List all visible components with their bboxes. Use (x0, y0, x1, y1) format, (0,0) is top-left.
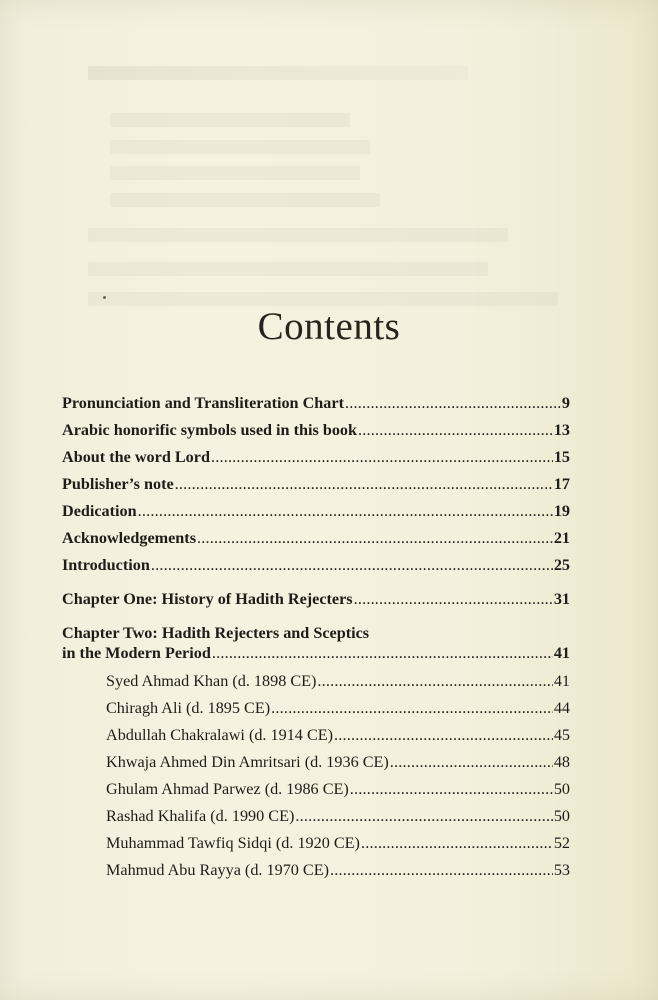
toc-subentry[interactable] (62, 780, 570, 798)
toc-subentry-label: Muhammad Tawfiq Sidqi (d. 1920 CE) (106, 834, 360, 852)
toc-subentry[interactable] (62, 672, 570, 690)
leader-dots (295, 807, 552, 825)
toc-entry-label: Pronunciation and Transliteration Chart (62, 394, 344, 412)
toc-subentry-page: 44 (553, 699, 570, 717)
toc-subentry[interactable] (62, 834, 570, 852)
toc-entry-label: Arabic honorific symbols used in this book (62, 421, 358, 439)
show-through-text (110, 166, 360, 180)
toc-entry-label: About the word Lord (62, 448, 210, 466)
show-through-text (88, 66, 468, 80)
toc-entry-page: 17 (553, 475, 570, 493)
toc-entry-label: Acknowledgements (62, 529, 196, 547)
leader-dots (175, 475, 553, 493)
print-speck (103, 296, 106, 299)
show-through-text (88, 262, 488, 276)
leader-dots (330, 861, 553, 879)
toc-entry[interactable] (62, 590, 570, 608)
toc-entry[interactable] (62, 448, 570, 466)
leader-dots (211, 448, 553, 466)
toc-entry-label-line1: Chapter Two: Hadith Rejecters and Sceptics (62, 624, 370, 642)
toc-entry-page: 9 (561, 394, 570, 412)
toc-subentry-page: 50 (553, 780, 570, 798)
toc-subentry[interactable] (62, 699, 570, 717)
show-through-text (110, 193, 380, 207)
toc-entry-label: Chapter One: History of Hadith Rejecters (62, 590, 353, 608)
toc-subentry[interactable] (62, 753, 570, 771)
toc-entry[interactable] (62, 529, 570, 547)
toc-subentry-label: Khwaja Ahmed Din Amritsari (d. 1936 CE) (106, 753, 389, 771)
toc-subentry-label: Chiragh Ali (d. 1895 CE) (106, 699, 271, 717)
leader-dots (317, 672, 552, 690)
toc-entry-label: Dedication (62, 502, 137, 520)
leader-dots (271, 699, 553, 717)
toc-entry-multiline[interactable] (62, 624, 570, 662)
leader-dots (390, 753, 553, 771)
toc-entry-page: 19 (553, 502, 570, 520)
leader-dots (151, 556, 553, 574)
toc-entry-label: in the Modern Period (62, 644, 211, 662)
toc-subentry-page: 52 (553, 834, 570, 852)
toc-subentry-label: Mahmud Abu Rayya (d. 1970 CE) (106, 861, 330, 879)
toc-subentry-label: Syed Ahmad Khan (d. 1898 CE) (106, 672, 317, 690)
toc-subentry[interactable] (62, 861, 570, 879)
leader-dots (345, 394, 561, 412)
toc-entry-label: Introduction (62, 556, 150, 574)
leader-dots (358, 421, 553, 439)
table-of-contents (62, 392, 570, 879)
toc-subentry-page: 48 (553, 753, 570, 771)
toc-entry-page: 21 (553, 529, 570, 547)
show-through-text (88, 228, 508, 242)
toc-subentry[interactable] (62, 726, 570, 744)
toc-subentry-page: 53 (553, 861, 570, 879)
toc-entry-page: 41 (553, 644, 570, 662)
leader-dots (138, 502, 553, 520)
toc-entry-page: 25 (553, 556, 570, 574)
show-through-text (110, 140, 370, 154)
toc-subentry[interactable] (62, 807, 570, 825)
toc-entry[interactable] (62, 394, 570, 412)
toc-entry-page: 31 (553, 590, 570, 608)
leader-dots (197, 529, 553, 547)
toc-entry (62, 644, 570, 662)
show-through-text (110, 113, 350, 127)
leader-dots (350, 780, 553, 798)
leader-dots (354, 590, 553, 608)
toc-subentry-page: 45 (553, 726, 570, 744)
leader-dots (361, 834, 553, 852)
toc-entry-page: 15 (553, 448, 570, 466)
toc-entry[interactable] (62, 556, 570, 574)
toc-entry[interactable] (62, 421, 570, 439)
toc-subentry-page: 50 (553, 807, 570, 825)
toc-entry[interactable] (62, 475, 570, 493)
toc-subentry-label: Rashad Khalifa (d. 1990 CE) (106, 807, 295, 825)
toc-entry-page: 13 (553, 421, 570, 439)
toc-entry-label: Publisher’s note (62, 475, 174, 493)
toc-entry[interactable] (62, 502, 570, 520)
page-title: Contents (257, 305, 401, 348)
leader-dots (334, 726, 553, 744)
toc-subentry-label: Abdullah Chakralawi (d. 1914 CE) (106, 726, 334, 744)
toc-subentry-page: 41 (553, 672, 570, 690)
leader-dots (212, 644, 553, 662)
toc-subentry-label: Ghulam Ahmad Parwez (d. 1986 CE) (106, 780, 349, 798)
